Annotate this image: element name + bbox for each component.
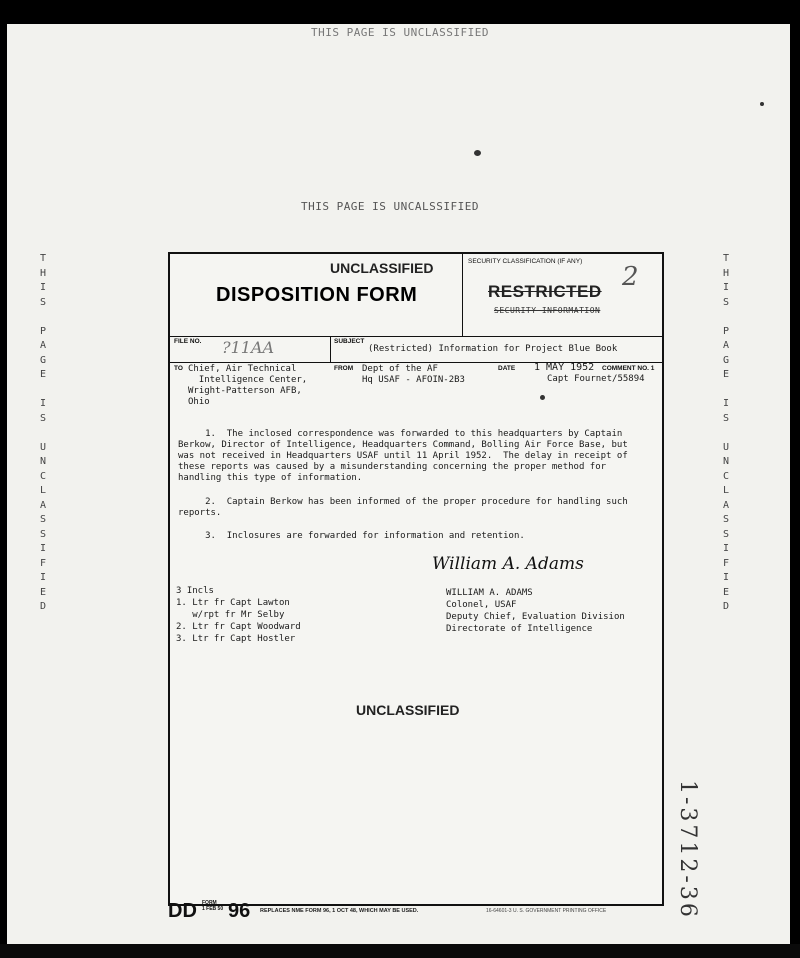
from-address-line: Dept of the AF xyxy=(362,364,438,374)
side-banner-letter xyxy=(36,383,50,398)
scan-left-border xyxy=(0,0,7,958)
side-banner-letter: F xyxy=(722,557,730,569)
restricted-stamp: RESTRICTED xyxy=(488,282,602,301)
subject-text: (Restricted) Information for Project Blue Book xyxy=(368,344,618,354)
to-address-line: Wright-Patterson AFB, xyxy=(188,386,302,396)
side-banner-letter: S xyxy=(39,296,47,308)
side-banner-letter: T xyxy=(722,253,730,264)
side-banner-letter: C xyxy=(722,470,730,482)
scan-speck xyxy=(760,102,764,106)
side-banner-letter: L xyxy=(722,485,730,496)
comment-author: Capt Fournet/55894 xyxy=(547,374,645,384)
side-banner-letter: I xyxy=(39,572,47,583)
side-banner-letter: T xyxy=(39,253,47,264)
side-banner-letter: I xyxy=(39,398,47,409)
side-banner-letter: S xyxy=(39,514,47,525)
side-banner-letter xyxy=(36,310,50,325)
signer-line: Deputy Chief, Evaluation Division xyxy=(446,612,625,622)
scan-speck xyxy=(540,395,545,400)
inclosures-list xyxy=(176,585,301,645)
file-no-handwriting: ?11AA xyxy=(222,338,275,357)
to-label: TO xyxy=(174,365,183,372)
side-banner-letter: A xyxy=(39,499,47,511)
side-banner-letter: U xyxy=(722,441,730,453)
form-header-row xyxy=(170,254,662,337)
side-banner-letter xyxy=(719,426,733,441)
to-address-line: Intelligence Center, xyxy=(188,375,308,385)
inclosure-line: 2. Ltr fr Capt Woodward xyxy=(176,622,301,632)
from-address xyxy=(362,364,465,386)
scan-speck xyxy=(474,150,481,156)
security-classification-label: SECURITY CLASSIFICATION (IF ANY) xyxy=(468,258,583,265)
middle-classification-banner: THIS PAGE IS UNCALSSIFIED xyxy=(300,200,480,213)
inclosure-line: w/rpt fr Mr Selby xyxy=(176,610,285,620)
to-address-line: Chief, Air Technical xyxy=(188,364,297,374)
classification-bottom-stamp: UNCLASSIFIED xyxy=(356,702,460,718)
handwritten-number: 2 xyxy=(622,262,639,292)
file-subject-row xyxy=(170,336,662,363)
side-banner-letter: L xyxy=(39,485,47,496)
side-banner-letter: I xyxy=(722,398,730,409)
side-banner-letter: D xyxy=(39,601,47,612)
date-label: DATE xyxy=(498,365,516,372)
side-banner-letter: S xyxy=(722,514,730,525)
signer-line: WILLIAM A. ADAMS xyxy=(446,588,533,598)
side-banner-letter: G xyxy=(39,354,47,366)
inclosure-line: 3. Ltr fr Capt Hostler xyxy=(176,634,296,644)
side-banner-letter: C xyxy=(39,470,47,482)
side-banner-letter: S xyxy=(39,528,47,540)
paragraph-1: 1. The inclosed correspondence was forwarded to this headquarters by Captain Berkow, Director of Intelligence, Headquarters Command, Bolling Air Force Base, but was not received in Headquarters USAF until 11 April 1952. The delay in receipt of these reports was caused by a misunderstanding concerning the proper method for handling this type of information. xyxy=(178,429,628,483)
paragraph-2: 2. Captain Berkow has been informed of the proper procedure for handling such reports. xyxy=(178,497,628,518)
file-no-label: FILE NO. xyxy=(174,338,202,345)
classification-top-stamp: UNCLASSIFIED xyxy=(330,260,434,276)
side-banner-letter: A xyxy=(39,340,47,351)
form-footer xyxy=(168,898,668,922)
left-side-classification-banner xyxy=(36,252,50,615)
form-number: 96 xyxy=(228,900,251,922)
signer-line: Colonel, USAF xyxy=(446,600,517,610)
side-banner-letter: H xyxy=(722,267,730,279)
side-banner-letter: D xyxy=(722,601,730,612)
form-date-label: FORM 1 FEB 50 xyxy=(202,900,224,912)
form-title: DISPOSITION FORM xyxy=(216,284,418,306)
form-title-cell xyxy=(170,254,463,336)
top-classification-banner: THIS PAGE IS UNCLASSIFIED xyxy=(310,26,490,39)
side-banner-letter: I xyxy=(722,282,730,293)
inclosure-line: 3 Incls xyxy=(176,586,214,596)
side-banner-letter: F xyxy=(39,557,47,569)
from-label: FROM xyxy=(334,365,354,372)
scan-right-border xyxy=(790,0,800,958)
side-banner-letter: P xyxy=(722,325,730,337)
side-banner-letter xyxy=(719,310,733,325)
side-banner-letter: A xyxy=(722,340,730,351)
side-banner-letter: P xyxy=(39,325,47,337)
scan-bottom-border xyxy=(0,944,800,958)
signer-line: Directorate of Intelligence xyxy=(446,624,593,634)
printing-office-note: 16-64601-3 U. S. GOVERNMENT PRINTING OFFICE xyxy=(486,908,607,914)
disposition-form xyxy=(168,252,664,906)
side-banner-letter: E xyxy=(39,369,47,380)
side-banner-letter xyxy=(36,426,50,441)
signature-block xyxy=(446,587,625,635)
side-banner-letter: E xyxy=(722,586,730,598)
date-value: 1 MAY 1952 xyxy=(534,362,595,373)
side-banner-letter: S xyxy=(722,528,730,540)
to-address xyxy=(188,364,307,408)
comment-no-label: COMMENT NO. 1 xyxy=(602,365,655,372)
margin-handwriting: 1-3712-36 xyxy=(675,780,700,920)
side-banner-letter: N xyxy=(722,456,730,467)
side-banner-letter: E xyxy=(722,369,730,380)
side-banner-letter: G xyxy=(722,354,730,366)
to-address-line: Ohio xyxy=(188,397,210,407)
side-banner-letter: S xyxy=(722,296,730,308)
paragraph-3: 3. Inclosures are forwarded for information and retention. xyxy=(178,531,525,541)
side-banner-letter: I xyxy=(722,572,730,583)
routing-row xyxy=(170,362,662,416)
replaces-note: REPLACES NME FORM 96, 1 OCT 48, WHICH MAY BE USED. xyxy=(260,908,419,914)
side-banner-letter: S xyxy=(39,412,47,424)
side-banner-letter: S xyxy=(722,412,730,424)
side-banner-letter: E xyxy=(39,586,47,598)
dd-form-mark: DD xyxy=(168,900,197,922)
side-banner-letter: I xyxy=(39,282,47,293)
side-banner-letter: I xyxy=(722,543,730,554)
side-banner-letter: N xyxy=(39,456,47,467)
subject-label: SUBJECT xyxy=(334,338,365,345)
inclosure-line: 1. Ltr fr Capt Lawton xyxy=(176,598,290,608)
side-banner-letter: A xyxy=(722,499,730,511)
right-side-classification-banner xyxy=(719,252,733,615)
security-information-stamp: SECURITY INFORMATION xyxy=(494,306,601,315)
signature: William A. Adams xyxy=(432,554,584,574)
side-banner-letter: H xyxy=(39,267,47,279)
side-banner-letter: I xyxy=(39,543,47,554)
file-no-cell xyxy=(170,336,331,362)
side-banner-letter xyxy=(719,383,733,398)
from-address-line: Hq USAF - AFOIN-2B3 xyxy=(362,375,465,385)
side-banner-letter: U xyxy=(39,441,47,453)
scan-top-border xyxy=(0,0,800,24)
